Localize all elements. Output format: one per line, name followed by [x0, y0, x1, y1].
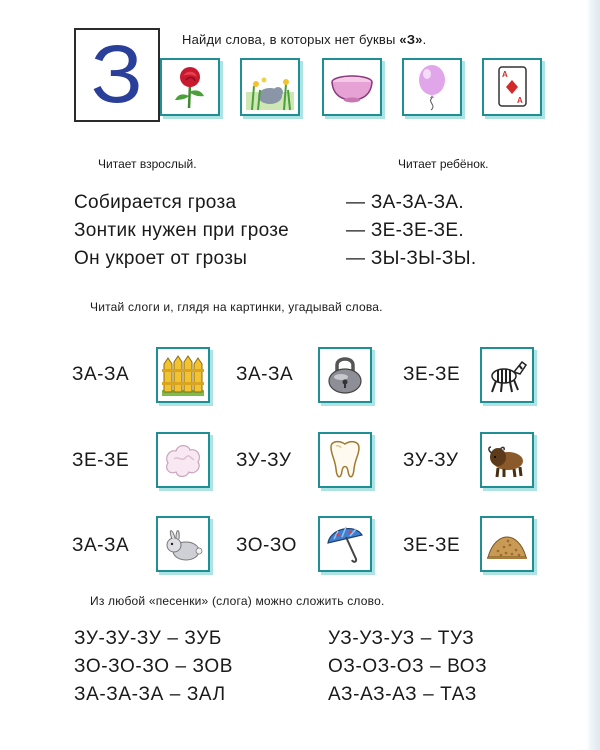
- syllable-label: ЗА-ЗА: [236, 364, 294, 385]
- syllable-word-line: ОЗ-ОЗ-ОЗ – ВОЗ: [328, 656, 488, 677]
- syllable-word-line: ЗУ-ЗУ-ЗУ – ЗУБ: [74, 628, 222, 649]
- child-caption: Читает ребёнок.: [398, 157, 489, 171]
- poem-adult-line: Собирается гроза: [74, 192, 237, 213]
- svg-text:A: A: [517, 96, 523, 105]
- poem-adult-line: Он укроет от грозы: [74, 248, 248, 269]
- marshmallow-icon: [160, 437, 206, 483]
- poem-child-line: — ЗА-ЗА-ЗА.: [346, 192, 464, 213]
- picture-tile-zebra[interactable]: [480, 347, 534, 403]
- adult-caption: Читает взрослый.: [98, 157, 197, 171]
- syllable-label: ЗЕ-ЗЕ: [72, 450, 130, 471]
- syllable-label: ЗЕ-ЗЕ: [403, 535, 461, 556]
- padlock-icon: [322, 352, 368, 398]
- picture-tile-marshmallow[interactable]: [156, 432, 210, 488]
- task-highlight-letter: «З»: [399, 32, 423, 47]
- syllable-label: ЗА-ЗА: [72, 364, 130, 385]
- syllable-word-line: УЗ-УЗ-УЗ – ТУЗ: [328, 628, 475, 649]
- picture-tile-balloon[interactable]: [402, 58, 462, 116]
- big-letter: З: [90, 29, 144, 120]
- picture-tile-umbrella[interactable]: [318, 516, 372, 572]
- guess-instruction: Читай слоги и, глядя на картинки, угадывай слова.: [90, 300, 383, 314]
- poem-child-line: — ЗЫ-ЗЫ-ЗЫ.: [346, 248, 477, 269]
- picture-tile-ace-card[interactable]: [482, 58, 542, 116]
- picture-tile-bowl[interactable]: [322, 58, 382, 116]
- page-edge-shading: [586, 0, 600, 750]
- rose-icon: [165, 62, 215, 112]
- task-text: Найди слова, в которых нет буквы: [182, 32, 400, 47]
- poem-child-line: — ЗЕ-ЗЕ-ЗЕ.: [346, 220, 464, 241]
- letter-box: [74, 28, 160, 122]
- fence-icon: [160, 352, 206, 398]
- poem-adult-line: Зонтик нужен при грозе: [74, 220, 289, 241]
- syllable-label: ЗЕ-ЗЕ: [403, 364, 461, 385]
- picture-tile-hare-in-grass[interactable]: [240, 58, 300, 116]
- svg-text:A: A: [502, 70, 508, 79]
- umbrella-icon: [322, 521, 368, 567]
- balloon-icon: [407, 62, 457, 112]
- zebra-icon: [484, 352, 530, 398]
- syllable-word-line: АЗ-АЗ-АЗ – ТАЗ: [328, 684, 477, 705]
- tooth-icon: [322, 437, 368, 483]
- syllable-label: ЗО-ЗО: [236, 535, 297, 556]
- task-end: .: [422, 32, 427, 47]
- bowl-icon: [327, 62, 377, 112]
- task-title: [182, 32, 426, 47]
- picture-tile-tooth[interactable]: [318, 432, 372, 488]
- picture-tile-grain-pile[interactable]: [480, 516, 534, 572]
- picture-tile-hare[interactable]: [156, 516, 210, 572]
- picture-tile-fence[interactable]: [156, 347, 210, 403]
- syllable-label: ЗА-ЗА: [72, 535, 130, 556]
- picture-tile-bison[interactable]: [480, 432, 534, 488]
- syllable-word-line: ЗА-ЗА-ЗА – ЗАЛ: [74, 684, 226, 705]
- syllable-label: ЗУ-ЗУ: [236, 450, 292, 471]
- words-instruction: Из любой «песенки» (слога) можно сложить слово.: [90, 594, 385, 608]
- syllable-word-line: ЗО-ЗО-ЗО – ЗОВ: [74, 656, 234, 677]
- hare-in-grass-icon: [244, 62, 296, 112]
- hare-icon: [160, 521, 206, 567]
- picture-tile-padlock[interactable]: [318, 347, 372, 403]
- bison-icon: [484, 437, 530, 483]
- grain-pile-icon: [484, 521, 530, 567]
- ace-card-icon: [487, 62, 537, 112]
- picture-tile-rose[interactable]: [160, 58, 220, 116]
- syllable-label: ЗУ-ЗУ: [403, 450, 459, 471]
